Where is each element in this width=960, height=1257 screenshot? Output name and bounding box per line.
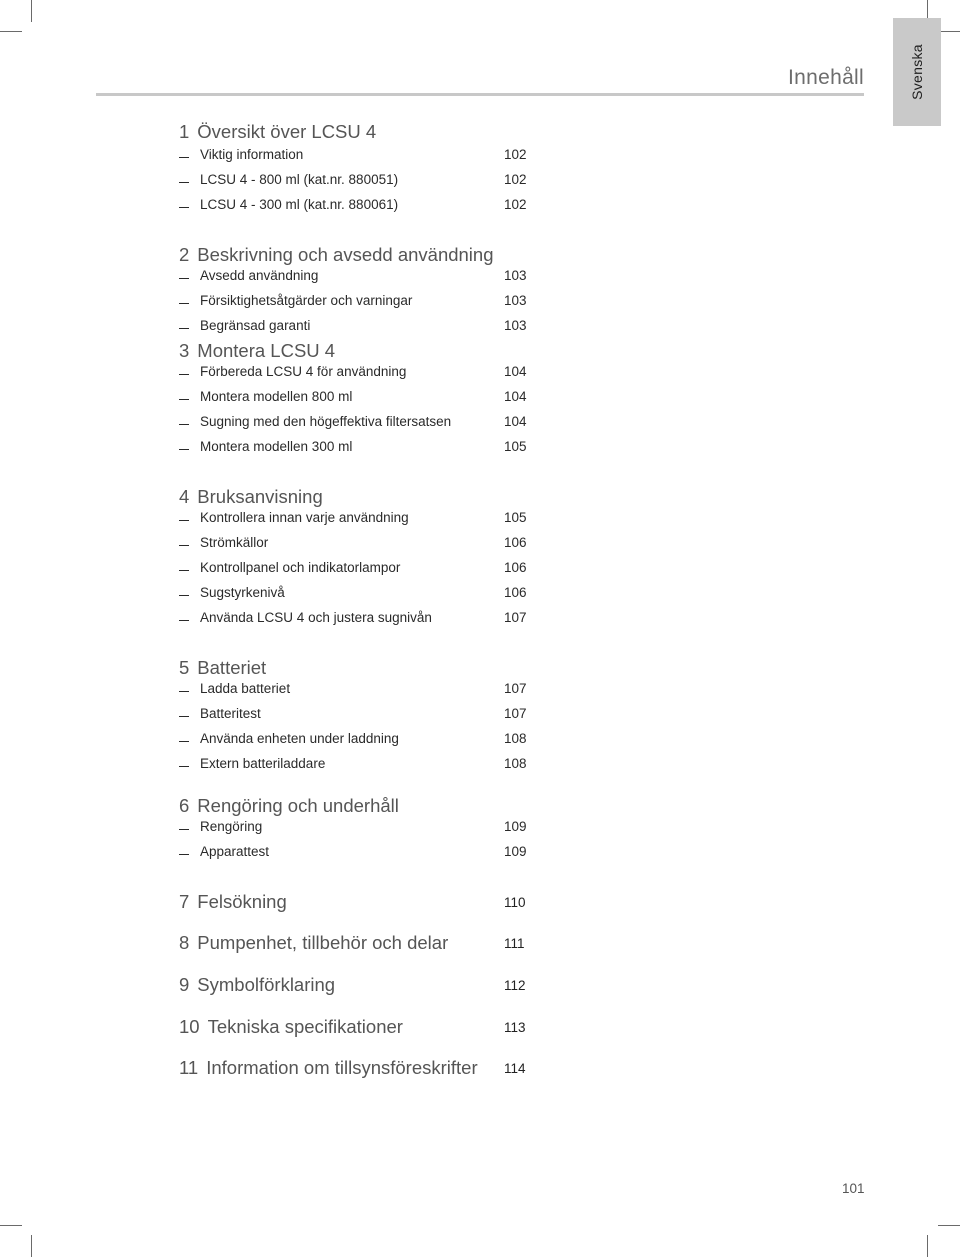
- toc-entry-page: 107: [504, 610, 527, 625]
- crop-mark: [0, 31, 22, 32]
- toc-entry[interactable]: [179, 706, 529, 726]
- dash-icon: [179, 545, 189, 546]
- section-title[interactable]: [179, 1057, 478, 1079]
- dash-icon: [179, 570, 189, 571]
- crop-mark: [31, 1235, 32, 1257]
- section-title[interactable]: [179, 657, 266, 679]
- section-label: Felsökning: [197, 891, 287, 912]
- section-number: 10: [179, 1016, 200, 1037]
- toc-entry-label: Montera modellen 800 ml: [200, 389, 353, 404]
- section-title[interactable]: [179, 1016, 403, 1038]
- toc-entry-page: 106: [504, 535, 527, 550]
- toc-entry-label: Kontrollera innan varje användning: [200, 510, 409, 525]
- section-number: 5: [179, 657, 190, 678]
- toc-entry[interactable]: [179, 318, 529, 338]
- toc-entry[interactable]: [179, 610, 529, 630]
- toc-entry-page: 105: [504, 439, 527, 454]
- toc-entry[interactable]: [179, 172, 529, 192]
- section-label: Batteriet: [197, 657, 267, 678]
- section-page: 113: [504, 1020, 526, 1035]
- dash-icon: [179, 303, 189, 304]
- crop-mark: [0, 1225, 22, 1226]
- dash-icon: [179, 595, 189, 596]
- toc-entry[interactable]: [179, 819, 529, 839]
- dash-icon: [179, 741, 189, 742]
- dash-icon: [179, 520, 189, 521]
- dash-icon: [179, 449, 189, 450]
- toc-entry-label: Extern batteriladdare: [200, 756, 326, 771]
- toc-entry-page: 109: [504, 844, 527, 859]
- toc-entry-label: Strömkällor: [200, 535, 269, 550]
- toc-entry[interactable]: [179, 364, 529, 384]
- crop-mark: [927, 1235, 928, 1257]
- toc-entry[interactable]: [179, 535, 529, 555]
- toc-entry-page: 102: [504, 172, 527, 187]
- toc-entry[interactable]: [179, 389, 529, 409]
- toc-entry-label: Försiktighetsåtgärder och varningar: [200, 293, 413, 308]
- section-number: 4: [179, 486, 190, 507]
- section-label: Pumpenhet, tillbehör och delar: [197, 932, 449, 953]
- toc-entry-label: Ladda batteriet: [200, 681, 291, 696]
- toc-entry-page: 103: [504, 318, 527, 333]
- toc-entry-page: 104: [504, 414, 527, 429]
- section-number: 8: [179, 932, 190, 953]
- toc-entry-label: Använda LCSU 4 och justera sugnivån: [200, 610, 432, 625]
- section-title[interactable]: [179, 340, 335, 362]
- toc-entry[interactable]: [179, 560, 529, 580]
- section-number: 11: [179, 1057, 199, 1078]
- section-page: 111: [504, 936, 525, 951]
- section-label: Översikt över LCSU 4: [197, 121, 377, 142]
- toc-entry-label: Begränsad garanti: [200, 318, 311, 333]
- section-number: 1: [179, 121, 190, 142]
- toc-entry-page: 107: [504, 706, 527, 721]
- toc-entry-label: Rengöring: [200, 819, 263, 834]
- language-tab: [893, 18, 941, 126]
- toc-entry-label: Batteritest: [200, 706, 261, 721]
- section-label: Tekniska specifikationer: [207, 1016, 403, 1037]
- dash-icon: [179, 424, 189, 425]
- toc-entry[interactable]: [179, 293, 529, 313]
- toc-entry-page: 104: [504, 389, 527, 404]
- section-title[interactable]: [179, 974, 335, 996]
- section-title[interactable]: [179, 244, 494, 266]
- toc-entry-label: Avsedd användning: [200, 268, 319, 283]
- toc-entry-page: 108: [504, 756, 527, 771]
- toc-entry[interactable]: [179, 756, 529, 776]
- section-page: 114: [504, 1061, 526, 1076]
- toc-entry[interactable]: [179, 197, 529, 217]
- toc-entry[interactable]: [179, 844, 529, 864]
- section-number: 3: [179, 340, 190, 361]
- toc-entry-label: Sugning med den högeffektiva filtersatsen: [200, 414, 452, 429]
- section-label: Information om tillsynsföreskrifter: [206, 1057, 478, 1078]
- section-label: Bruksanvisning: [197, 486, 323, 507]
- dash-icon: [179, 157, 189, 158]
- dash-icon: [179, 691, 189, 692]
- dash-icon: [179, 207, 189, 208]
- page-number: 101: [842, 1181, 865, 1196]
- toc-entry-page: 105: [504, 510, 527, 525]
- section-page: 110: [504, 895, 526, 910]
- section-title[interactable]: [179, 795, 399, 817]
- toc-entry-page: 106: [504, 560, 527, 575]
- toc-entry-label: Viktig information: [200, 147, 304, 162]
- section-number: 7: [179, 891, 190, 912]
- toc-entry[interactable]: [179, 268, 529, 288]
- toc-entry-page: 103: [504, 293, 527, 308]
- toc-entry-label: Sugstyrkenivå: [200, 585, 285, 600]
- toc-entry-page: 103: [504, 268, 527, 283]
- toc-entry-page: 102: [504, 197, 527, 212]
- toc-entry[interactable]: [179, 681, 529, 701]
- section-number: 6: [179, 795, 190, 816]
- toc-entry[interactable]: [179, 585, 529, 605]
- dash-icon: [179, 854, 189, 855]
- section-page: 112: [504, 978, 526, 993]
- toc-entry-page: 106: [504, 585, 527, 600]
- toc-entry[interactable]: [179, 731, 529, 751]
- crop-mark: [938, 1225, 960, 1226]
- section-title[interactable]: [179, 121, 376, 143]
- dash-icon: [179, 620, 189, 621]
- section-number: 2: [179, 244, 190, 265]
- dash-icon: [179, 374, 189, 375]
- section-title[interactable]: [179, 486, 323, 508]
- crop-mark: [938, 31, 960, 32]
- dash-icon: [179, 716, 189, 717]
- toc-entry-page: 107: [504, 681, 527, 696]
- dash-icon: [179, 766, 189, 767]
- header-divider: [96, 93, 864, 96]
- toc-entry-label: Montera modellen 300 ml: [200, 439, 353, 454]
- dash-icon: [179, 829, 189, 830]
- section-title[interactable]: [179, 891, 287, 913]
- section-label: Beskrivning och avsedd användning: [197, 244, 494, 265]
- toc-entry[interactable]: [179, 414, 529, 434]
- toc-entry-label: Förbereda LCSU 4 för användning: [200, 364, 407, 379]
- dash-icon: [179, 182, 189, 183]
- section-number: 9: [179, 974, 190, 995]
- section-label: Montera LCSU 4: [197, 340, 336, 361]
- dash-icon: [179, 328, 189, 329]
- toc-entry-label: Apparattest: [200, 844, 270, 859]
- section-title[interactable]: [179, 932, 448, 954]
- language-tab-label: Svenska: [909, 44, 925, 100]
- toc-entry-page: 109: [504, 819, 527, 834]
- toc-entry[interactable]: [179, 147, 529, 167]
- toc-entry-label: LCSU 4 - 300 ml (kat.nr. 880061): [200, 197, 399, 212]
- toc-entry-label: LCSU 4 - 800 ml (kat.nr. 880051): [200, 172, 399, 187]
- toc-entry-label: Använda enheten under laddning: [200, 731, 399, 746]
- section-label: Rengöring och underhåll: [197, 795, 399, 816]
- toc-entry-label: Kontrollpanel och indikatorlampor: [200, 560, 401, 575]
- crop-mark: [31, 0, 32, 22]
- toc-entry-page: 102: [504, 147, 527, 162]
- dash-icon: [179, 278, 189, 279]
- toc-entry[interactable]: [179, 510, 529, 530]
- toc-entry-page: 108: [504, 731, 527, 746]
- toc-entry-page: 104: [504, 364, 527, 379]
- section-label: Symbolförklaring: [197, 974, 336, 995]
- dash-icon: [179, 399, 189, 400]
- toc-entry[interactable]: [179, 439, 529, 459]
- page-title: Innehåll: [788, 66, 864, 89]
